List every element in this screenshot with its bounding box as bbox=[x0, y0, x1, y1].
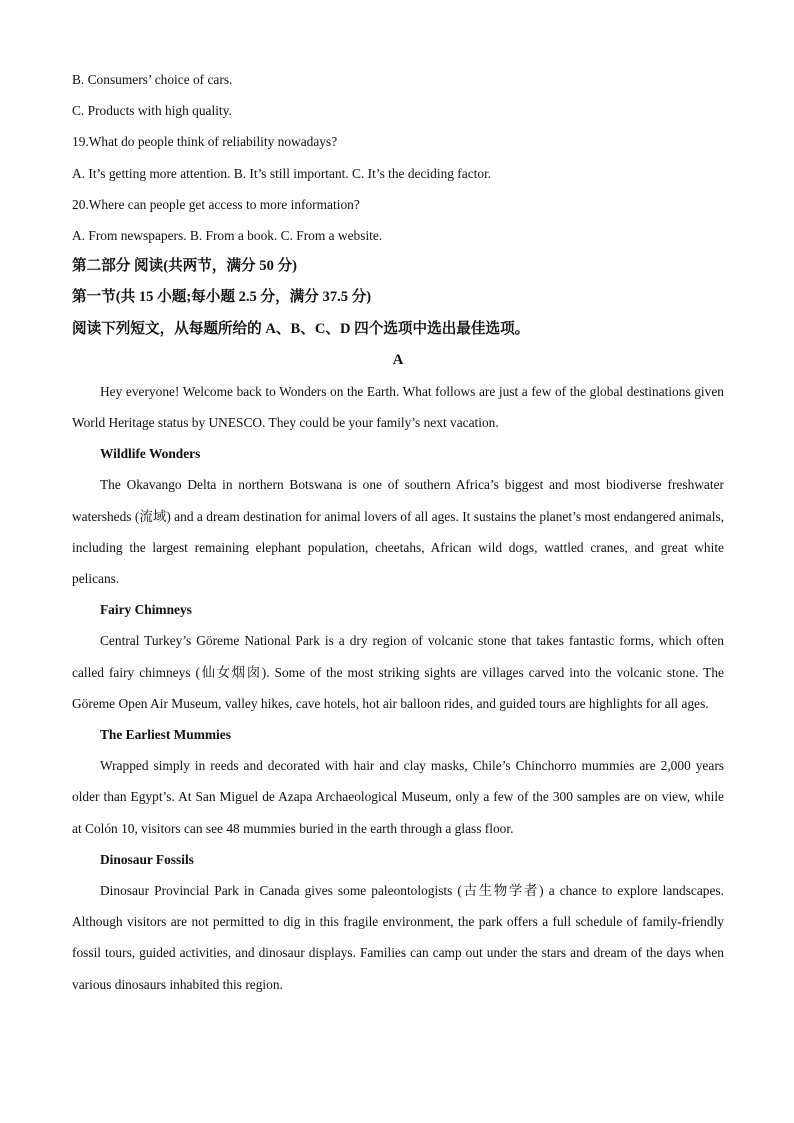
q18-option-c: C. Products with high quality. bbox=[72, 103, 232, 119]
section-body-dinosaur: Dinosaur Provincial Park in Canada gives some paleontologists (古生物学者) a chance to explore landscapes. Although visitors are not permitted to dig in this fragile environment, the park offers a full schedule of family-friendly fossil tours, guided activities, and dinosaur displays. Families can camp out under the stars and dream of the days when various dinosaurs inhabited this region. bbox=[72, 883, 724, 992]
section-heading-wildlife: Wildlife Wonders bbox=[100, 446, 201, 462]
section-body-mummies: Wrapped simply in reeds and decorated with hair and clay masks, Chile’s Chinchorro mummies are 2,000 years older than Egypt’s. At San Miguel de Azapa Archaeological Museum, only a few of the 300 samples are on view, while at Colón 10, visitors can see 48 mummies buried in the earth through a glass floor. bbox=[72, 758, 724, 836]
q18-option-b: B. Consumers’ choice of cars. bbox=[72, 72, 233, 87]
passage-intro: Hey everyone! Welcome back to Wonders on the Earth. What follows are just a few of the global destinations given World Heritage status by UNESCO. They could be your family’s next vacation. bbox=[72, 383, 724, 431]
q19-options: A. It’s getting more attention. B. It’s still important. C. It’s the deciding factor. bbox=[72, 165, 492, 181]
q20-options: A. From newspapers. B. From a book. C. From a website. bbox=[72, 227, 383, 243]
q20-question: 20.Where can people get access to more information? bbox=[72, 196, 360, 212]
section-heading-dinosaur: Dinosaur Fossils bbox=[100, 851, 194, 867]
section-body-fairy-chimneys: Central Turkey’s Göreme National Park is a dry region of volcanic stone that takes fantastic forms, which often called fairy chimneys (仙女烟囱). Some of the most striking sights are villages carved into the volcanic stone. The Göreme Open Air Museum, valley hikes, cave hotels, hot air balloon rides, and guided tours are highlights for all ages. bbox=[72, 633, 724, 711]
passage-label: A bbox=[392, 351, 404, 368]
sub-title: 第一节(共 15 小题;每小题 2.5 分，满分 37.5 分) bbox=[72, 289, 372, 306]
instruction: 阅读下列短文，从每题所给的 A、B、C、D 四个选项中选出最佳选项。 bbox=[72, 320, 530, 337]
section-heading-fairy-chimneys: Fairy Chimneys bbox=[100, 602, 192, 618]
q19-question: 19.What do people think of reliability nowadays? bbox=[72, 134, 338, 150]
part-title: 第二部分 阅读(共两节，满分 50 分) bbox=[72, 258, 297, 275]
section-heading-mummies: The Earliest Mummies bbox=[100, 727, 231, 743]
section-body-wildlife: The Okavango Delta in northern Botswana is one of southern Africa’s biggest and most biodiverse freshwater watersheds (流域) and a dream destination for animal lovers of all ages. It sustains the planet’s most endangered animals, including the largest remaining elephant population, cheetahs, African wild dogs, wattled cranes, and great white pelicans. bbox=[72, 477, 724, 587]
exam-page bbox=[72, 64, 724, 1000]
